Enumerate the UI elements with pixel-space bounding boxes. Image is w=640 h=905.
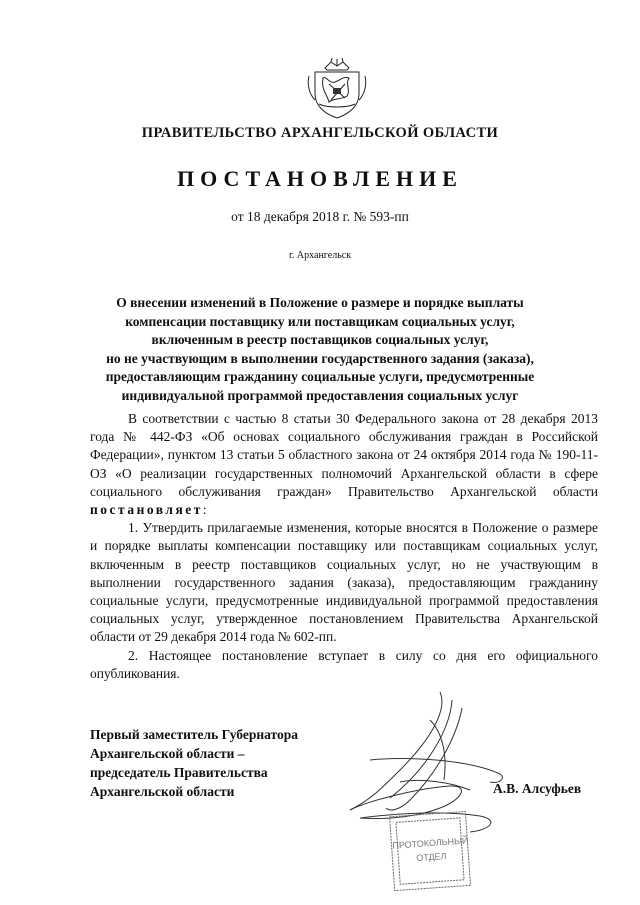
position-line: Архангельской области xyxy=(90,784,235,799)
city-name: г. Архангельск xyxy=(288,250,352,261)
title-line: но не участвующим в выполнении государственного задания (заказа), xyxy=(106,350,534,366)
title-line: индивидуальной программой предоставления социальных услуг xyxy=(121,387,519,403)
document-body xyxy=(90,410,598,683)
title-line: предоставляющим гражданину социальные услуги, предусмотренные xyxy=(105,369,535,384)
position-line: председатель Правительства xyxy=(90,765,268,780)
signatory-position xyxy=(90,725,298,801)
document-title xyxy=(90,294,550,405)
government-name: ПРАВИТЕЛЬСТВО АРХАНГЕЛЬСКОЙ ОБЛАСТИ xyxy=(141,125,499,141)
signatory-name: А.В. Алсуфьев xyxy=(493,781,582,796)
title-line: О внесении изменений в Положение о размере и порядке выплаты xyxy=(116,295,524,310)
svg-text:ПРОТОКОЛЬНЫЙ: ПРОТОКОЛЬНЫЙ xyxy=(392,835,469,851)
svg-text:ОТДЕЛ: ОТДЕЛ xyxy=(415,850,447,864)
coat-of-arms-icon xyxy=(305,54,369,120)
date-and-number: от 18 декабря 2018 г. № 593-пп xyxy=(231,209,409,224)
preamble-text: В соответствии с частью 8 статьи 30 Федерального закона от 28 декабря 2013 года № 442-ФЗ «Об основах социального обслуживания граждан в Российской Федерации», пунктом 13 статьи 5 областного закона от 24 октября 2014 года № 190-11-ОЗ «О реализации государственных полномочий Архангельской области в сфере социального обслуживания граждан» Правительство Архангельской области xyxy=(90,411,598,499)
item-1-paragraph: 1. Утвердить прилагаемые изменения, которые вносятся в Положение о размере и порядке выплаты компенсации поставщику или поставщикам социальных услуг, включенным в реестр поставщиков социальных услуг, но не участвующим в выполнении государственного задания (заказа), предоставляющим гражданину социальные услуги, предусмотренные индивидуальной программой предоставления социальных услуг, утвержденное постановлением Правительства Архангельской области от 29 декабря 2014 года № 602-пп. xyxy=(90,520,598,645)
position-line: Архангельской области – xyxy=(90,746,245,761)
decree-colon: : xyxy=(202,502,207,518)
item-2-paragraph: 2. Настоящее постановление вступает в силу со дня его официального опубликования. xyxy=(90,647,598,681)
title-line: компенсации поставщику или поставщикам социальных услуг, xyxy=(125,313,515,329)
position-line: Первый заместитель Губернатора xyxy=(90,727,298,742)
title-line: включенным в реестр поставщиков социальных услуг, xyxy=(151,332,489,347)
decree-word: постановляет xyxy=(90,502,203,518)
document-type: ПОСТАНОВЛЕНИЕ xyxy=(177,166,463,191)
preamble-paragraph xyxy=(90,410,598,519)
official-stamp-icon xyxy=(388,808,474,894)
